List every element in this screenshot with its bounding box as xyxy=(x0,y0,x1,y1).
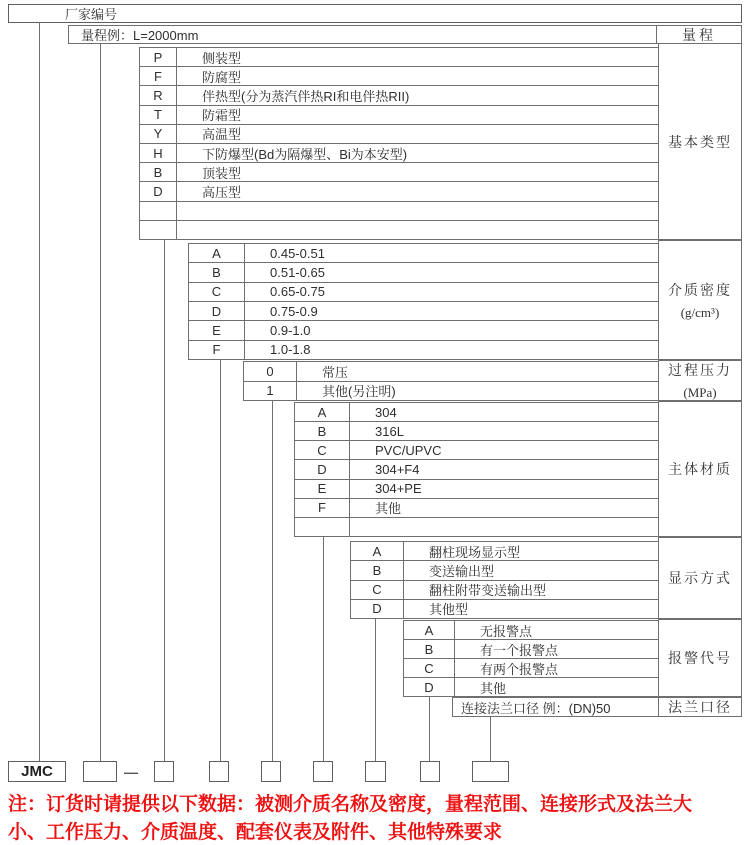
connector-line xyxy=(220,360,221,761)
code-cell xyxy=(140,221,177,239)
table-row xyxy=(351,600,658,618)
connector-line xyxy=(429,697,430,761)
display-mode-side-label xyxy=(658,537,742,619)
table-row xyxy=(140,144,658,163)
code-cell: C xyxy=(351,581,404,599)
medium-density-side-label xyxy=(658,240,742,360)
table-row xyxy=(189,283,658,302)
model-code-box xyxy=(365,761,386,782)
process-pressure-side-label xyxy=(658,360,742,401)
code-cell: D xyxy=(295,460,350,478)
desc-cell: 其他 xyxy=(480,680,507,696)
connector-line xyxy=(100,44,101,761)
code-cell: 1 xyxy=(244,382,297,401)
code-cell xyxy=(140,202,177,220)
desc-cell xyxy=(177,221,658,239)
table-row xyxy=(404,621,658,640)
connector-line xyxy=(164,240,165,761)
code-cell: E xyxy=(295,480,350,498)
desc-cell: 0.65-0.75 xyxy=(270,284,325,300)
table-row xyxy=(295,422,658,441)
desc-cell: 0.9-1.0 xyxy=(270,322,311,338)
table-row xyxy=(140,86,658,105)
table-row xyxy=(404,659,658,678)
desc-cell: 304 xyxy=(375,404,397,420)
desc-cell: 0.75-0.9 xyxy=(270,303,318,319)
table-row xyxy=(351,581,658,600)
side-label-text: 基本类型 xyxy=(668,135,732,151)
code-cell xyxy=(295,518,350,536)
model-code-box xyxy=(209,761,229,782)
manufacturer-number-box xyxy=(8,4,742,23)
side-label-text: 主体材质 xyxy=(668,463,732,478)
code-cell: F xyxy=(189,341,245,359)
range-example-row xyxy=(68,25,742,44)
code-cell: A xyxy=(189,244,245,262)
model-dash: — xyxy=(124,763,138,780)
table-row xyxy=(295,403,658,422)
desc-cell: 其他型 xyxy=(429,602,469,618)
code-cell: D xyxy=(351,600,404,618)
table-row xyxy=(140,48,658,67)
desc-cell: 翻柱附带变送输出型 xyxy=(429,583,547,599)
order-note: 注：订货时请提供以下数据：被测介质名称及密度，量程范围、连接形式及法兰大小、工作压力、介质温度、配套仪表及附件、其他特殊要求 xyxy=(8,794,693,843)
model-code-box xyxy=(472,761,509,782)
table-row xyxy=(351,561,658,580)
connector-line xyxy=(323,537,324,761)
side-label-text: 报警代号 xyxy=(668,652,732,667)
manufacturer-number-label: 厂家编号 xyxy=(65,7,118,22)
table-row xyxy=(140,106,658,125)
desc-cell xyxy=(177,202,658,220)
flange-size-table xyxy=(452,697,659,717)
side-label-text: 介质密度 xyxy=(668,283,732,299)
desc-cell: 下防爆型(Bd为隔爆型、Bi为本安型) xyxy=(202,146,408,162)
desc-cell: 伴热型(分为蒸汽伴热RI和电伴热RII) xyxy=(202,89,410,105)
code-cell: A xyxy=(295,403,350,421)
desc-cell xyxy=(350,518,658,536)
desc-cell: 316L xyxy=(375,423,404,439)
range-side-label: 量程 xyxy=(656,26,741,43)
desc-cell: 防腐型 xyxy=(202,69,242,85)
table-row xyxy=(404,678,658,696)
table-row xyxy=(404,640,658,659)
body-material-side-label xyxy=(658,401,742,537)
desc-cell: 其他(另注明) xyxy=(322,384,396,400)
basic-type-table xyxy=(139,47,659,240)
table-row xyxy=(453,698,658,716)
table-row xyxy=(295,480,658,499)
side-label-text: 过程压力 xyxy=(668,364,732,379)
body-material-table xyxy=(294,402,659,537)
desc-cell: 防霜型 xyxy=(202,108,242,124)
desc-cell: 常压 xyxy=(322,364,349,380)
side-label-text: 显示方式 xyxy=(668,572,732,587)
medium-density-table xyxy=(188,243,659,360)
connector-line xyxy=(490,717,491,761)
code-cell: C xyxy=(404,659,455,677)
table-row xyxy=(140,182,658,201)
process-pressure-table xyxy=(243,361,659,401)
table-row xyxy=(140,221,658,239)
basic-type-side-label xyxy=(658,43,742,240)
code-cell: D xyxy=(404,678,455,696)
desc-cell: 0.45-0.51 xyxy=(270,245,325,261)
code-cell: B xyxy=(140,163,177,181)
desc-cell: PVC/UPVC xyxy=(375,442,442,458)
desc-cell: 304+F4 xyxy=(375,461,420,477)
code-cell: Y xyxy=(140,125,177,143)
table-row xyxy=(244,362,658,382)
table-row xyxy=(189,302,658,321)
desc-cell: 翻柱现场显示型 xyxy=(429,544,521,560)
code-cell: R xyxy=(140,86,177,104)
code-cell: B xyxy=(189,263,245,281)
code-cell: C xyxy=(295,441,350,459)
desc-cell: 304+PE xyxy=(375,481,422,497)
code-cell: F xyxy=(140,67,177,85)
desc-cell: 侧装型 xyxy=(202,50,242,66)
code-cell: B xyxy=(351,561,404,579)
desc-cell: 1.0-1.8 xyxy=(270,342,311,358)
table-row xyxy=(295,518,658,536)
desc-cell: 0.51-0.65 xyxy=(270,264,325,280)
table-row xyxy=(140,125,658,144)
code-cell: A xyxy=(351,542,404,560)
code-cell: B xyxy=(295,422,350,440)
model-prefix-box xyxy=(8,761,66,782)
range-example-text: 量程例：L=2000mm xyxy=(81,28,199,43)
connector-line xyxy=(39,22,40,761)
code-cell: E xyxy=(189,321,245,339)
table-row xyxy=(351,542,658,561)
table-row xyxy=(189,263,658,282)
code-cell: D xyxy=(140,182,177,200)
alarm-code-side-label xyxy=(658,619,742,697)
code-cell: T xyxy=(140,106,177,124)
table-row xyxy=(295,460,658,479)
flange-size-side-label xyxy=(658,697,742,717)
desc-cell: 高压型 xyxy=(202,185,242,201)
code-cell: F xyxy=(295,499,350,517)
table-row xyxy=(140,202,658,221)
desc-cell: 顶装型 xyxy=(202,165,242,181)
code-cell: A xyxy=(404,621,455,639)
desc-cell: 无报警点 xyxy=(480,623,533,639)
connector-line xyxy=(375,619,376,761)
side-label-sub: (MPa) xyxy=(683,385,717,400)
table-row xyxy=(140,67,658,86)
model-prefix-text: JMC xyxy=(21,763,53,780)
table-row xyxy=(244,382,658,401)
connector-line xyxy=(272,401,273,761)
desc-cell: 有一个报警点 xyxy=(480,642,559,658)
desc-cell: 其他 xyxy=(375,501,402,517)
table-row xyxy=(295,499,658,518)
side-label-sub: (g/cm³) xyxy=(680,304,720,320)
table-row xyxy=(189,244,658,263)
table-row xyxy=(140,163,658,182)
model-code-box xyxy=(83,761,117,782)
model-code-box xyxy=(420,761,440,782)
code-cell: P xyxy=(140,48,177,66)
table-row xyxy=(295,441,658,460)
code-cell: 0 xyxy=(244,362,297,381)
code-cell: C xyxy=(189,283,245,301)
code-cell: D xyxy=(189,302,245,320)
table-row xyxy=(189,321,658,340)
code-cell: B xyxy=(404,640,455,658)
model-code-box xyxy=(261,761,281,782)
side-label-text: 法兰口径 xyxy=(668,701,732,716)
model-code-box xyxy=(154,761,174,782)
desc-cell: 有两个报警点 xyxy=(480,661,559,677)
desc-cell: 变送输出型 xyxy=(429,563,495,579)
code-cell: H xyxy=(140,144,177,162)
model-code-box xyxy=(313,761,333,782)
table-row xyxy=(189,341,658,359)
desc-cell: 高温型 xyxy=(202,127,242,143)
desc-cell: 连接法兰口径 例：(DN)50 xyxy=(461,700,611,716)
alarm-code-table xyxy=(403,620,659,697)
display-mode-table xyxy=(350,541,659,619)
